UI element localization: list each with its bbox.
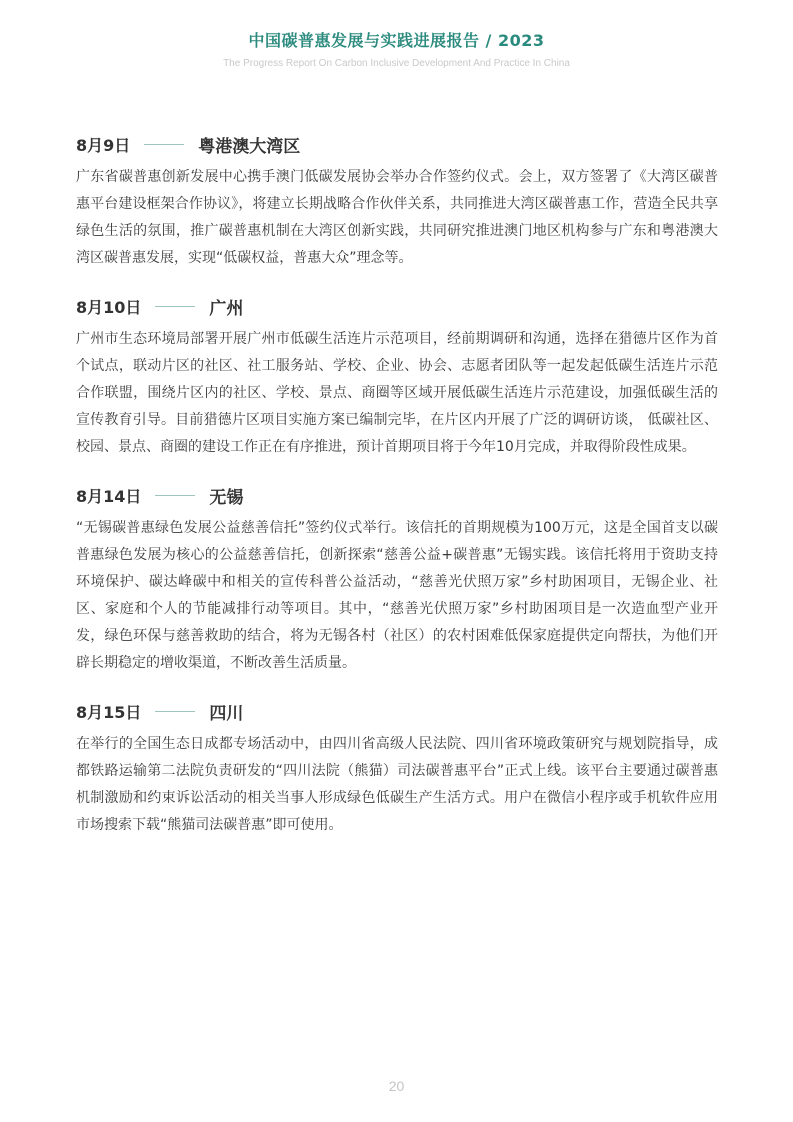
- event-date: 8月14日: [76, 486, 142, 506]
- event-region: 无锡: [209, 487, 244, 508]
- event-description: 广东省碳普惠创新发展中心携手澳门低碳发展协会举办合作签约仪式。会上，双方签署了《大湾区碳普惠平台建设框架合作协议》，将建立长期战略合作伙伴关系，共同推进大湾区碳普惠工作，营造全民共享绿色生活的氛围，推广碳普惠机制在大湾区创新实践，共同研究推进澳门地区机构参与广东和粤港澳大湾区碳普惠发展，实现“低碳权益，普惠大众”理念等。: [76, 169, 718, 266]
- event-region: 广州: [209, 298, 244, 319]
- heading-divider: [155, 711, 195, 712]
- event-heading: [76, 697, 718, 725]
- event-date: 8月10日: [76, 297, 142, 317]
- event-region: 四川: [209, 703, 244, 724]
- heading-divider: [155, 306, 195, 307]
- event-section: [76, 481, 718, 677]
- event-section: [76, 130, 718, 272]
- event-section: [76, 697, 718, 839]
- event-description: “无锡碳普惠绿色发展公益慈善信托”签约仪式举行。该信托的首期规模为100万元，这是全国首支以碳普惠绿色发展为核心的公益慈善信托，创新探索“慈善公益+碳普惠”无锡实践。该信托将用于资助支持环境保护、碳达峰碳中和相关的宣传科普公益活动，“慈善光伏照万家”乡村助困项目，无锡企业、社区、家庭和个人的节能减排行动等项目。其中，“慈善光伏照万家”乡村助困项目是一次造血型产业开发，绿色环保与慈善救助的结合，将为无锡各村（社区）的农村困难低保家庭提供定向帮扶，为他们开辟长期稳定的增收渠道，不断改善生活质量。: [76, 520, 718, 671]
- event-description: 广州市生态环境局部署开展广州市低碳生活连片示范项目，经前期调研和沟通，选择在猎德片区作为首个试点，联动片区的社区、社工服务站、学校、企业、协会、志愿者团队等一起发起低碳生活连片示范合作联盟，围绕片区内的社区、学校、景点、商圈等区域开展低碳生活连片示范建设，加强低碳生活的宣传教育引导。目前猎德片区项目实施方案已编制完毕，在片区内开展了广泛的调研访谈， 低碳社区、校园、景点、商圈的建设工作正在有序推进，预计首期项目将于今年10月完成，并取得阶段性成果。: [76, 331, 718, 455]
- event-description: 在举行的全国生态日成都专场活动中，由四川省高级人民法院、四川省环境政策研究与规划院指导，成都铁路运输第二法院负责研发的“四川法院（熊猫）司法碳普惠平台”正式上线。该平台主要通过碳普惠机制激励和约束诉讼活动的相关当事人形成绿色低碳生产生活方式。用户在微信小程序或手机软件应用市场搜索下载“熊猫司法碳普惠”即可使用。: [76, 736, 718, 833]
- page-number: 20: [388, 1078, 405, 1094]
- event-region: 粤港澳大湾区: [198, 136, 301, 157]
- report-title: 中国碳普惠发展与实践进展报告 / 2023: [248, 31, 545, 50]
- main-content: [76, 130, 718, 859]
- event-heading: [76, 130, 718, 158]
- event-heading: [76, 481, 718, 509]
- event-date: 8月9日: [76, 135, 131, 155]
- event-date: 8月15日: [76, 702, 142, 722]
- report-subtitle: The Progress Report On Carbon Inclusive Development And Practice In China: [223, 58, 570, 69]
- event-section: [76, 292, 718, 461]
- heading-divider: [155, 495, 195, 496]
- event-heading: [76, 292, 718, 320]
- heading-divider: [144, 144, 184, 145]
- page-header: [0, 30, 793, 70]
